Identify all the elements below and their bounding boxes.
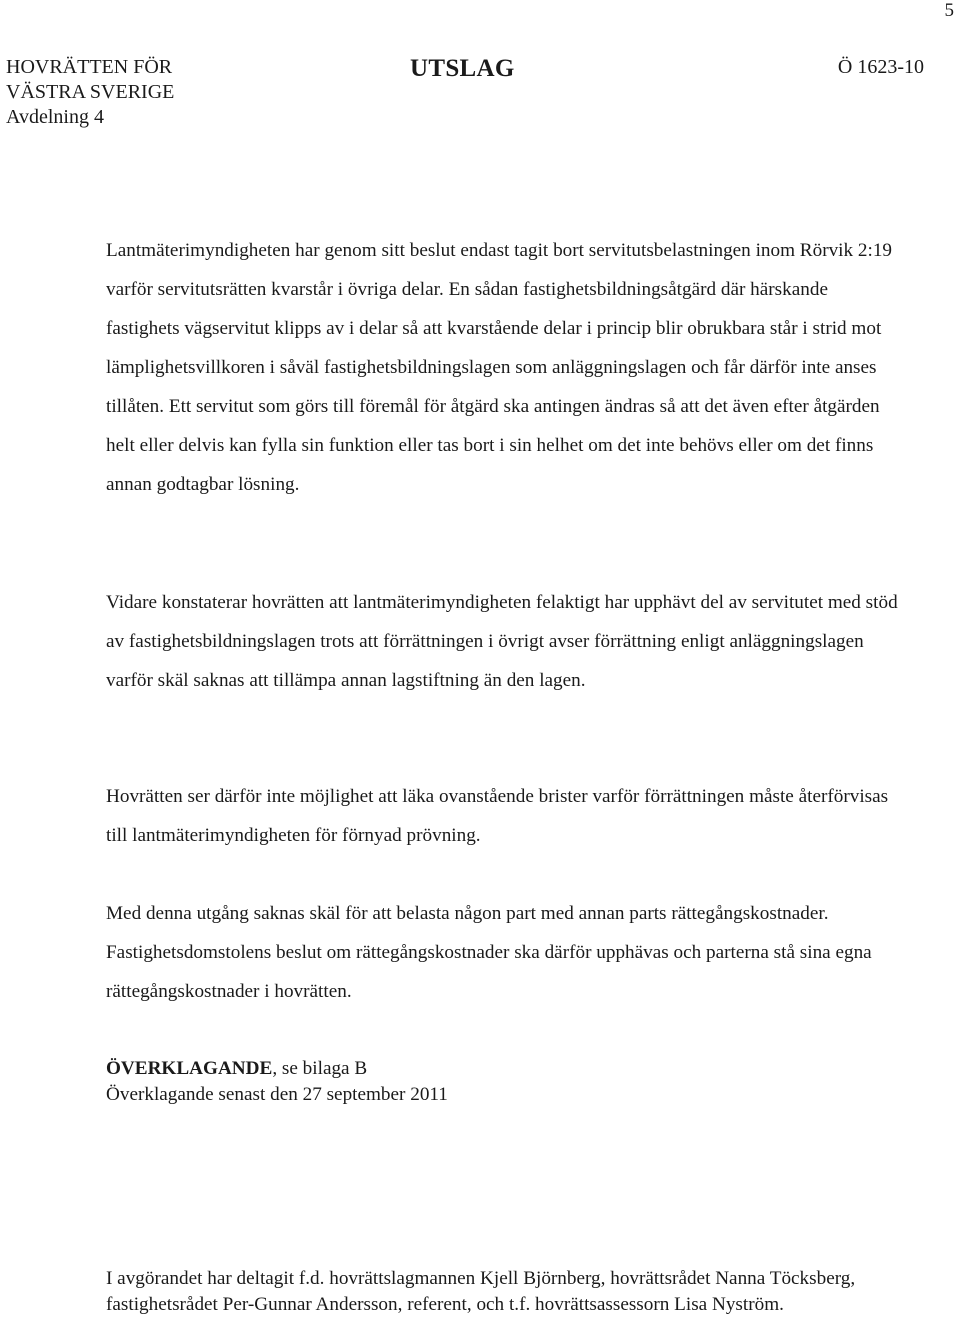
- document-type-title: UTSLAG: [410, 55, 515, 82]
- court-division: Avdelning 4: [6, 106, 104, 128]
- page-number: 5: [944, 0, 954, 21]
- case-number: Ö 1623-10: [837, 56, 924, 78]
- appeal-title-suffix: , se bilaga B: [272, 1058, 368, 1079]
- appeal-deadline: Överklagande senast den 27 september 2011: [106, 1084, 448, 1105]
- court-name-block: [6, 55, 174, 130]
- signatures-paragraph: I avgörandet har deltagit f.d. hovrättslagmannen Kjell Björnberg, hovrättsrådet Nanna Töcksberg, fastighetsrådet Per-Gunnar Andersson, referent, och t.f. hovrättsassessorn Lisa Nyström.: [106, 1268, 856, 1315]
- paragraph-2: Vidare konstaterar hovrätten att lantmäterimyndigheten felaktigt har upphävt del av servitutet med stöd av fastighetsbildningslagen trots att förrättningen i övrigt avser förrättning enligt anläggningslagen varför skäl saknas att tillämpa annan lagstiftning än den lagen.: [106, 592, 898, 691]
- appeal-title: ÖVERKLAGANDE: [106, 1058, 273, 1079]
- court-name-line-2: VÄSTRA SVERIGE: [6, 81, 175, 103]
- paragraph-4: Med denna utgång saknas skäl för att belasta någon part med annan parts rättegångskostnader. Fastighetsdomstolens beslut om rättegångskostnader ska därför upphävas och parterna stå sina egna rättegångskostnader i hovrätten.: [106, 903, 872, 1002]
- paragraph-1: Lantmäterimyndigheten har genom sitt beslut endast tagit bort servitutsbelastningen inom Rörvik 2:19 varför servitutsrätten kvarstår i övriga delar. En sådan fastighetsbildningsåtgärd där härskande fastighets vägservitut klipps av i delar så att kvarstående delar i princip blir obrukbara står i strid mot lämplighetsvillkoren i såväl fastighetsbildningslagen som anläggningslagen och får därför inte anses tillåten. Ett servitut som görs till föremål för åtgärd ska antingen ändras så att det även efter åtgärden helt eller delvis kan fylla sin funktion eller tas bort i sin helhet om det inte behövs eller om det finns annan godtagbar lösning.: [106, 240, 893, 495]
- paragraph-3: Hovrätten ser därför inte möjlighet att läka ovanstående brister varför förrättningen måste återförvisas till lantmäterimyndigheten för förnyad prövning.: [106, 786, 889, 846]
- court-name-line-1: HOVRÄTTEN FÖR: [6, 56, 173, 78]
- document-header: [6, 55, 924, 135]
- appeal-heading-line: [106, 1056, 906, 1082]
- appeal-section: [106, 1056, 906, 1108]
